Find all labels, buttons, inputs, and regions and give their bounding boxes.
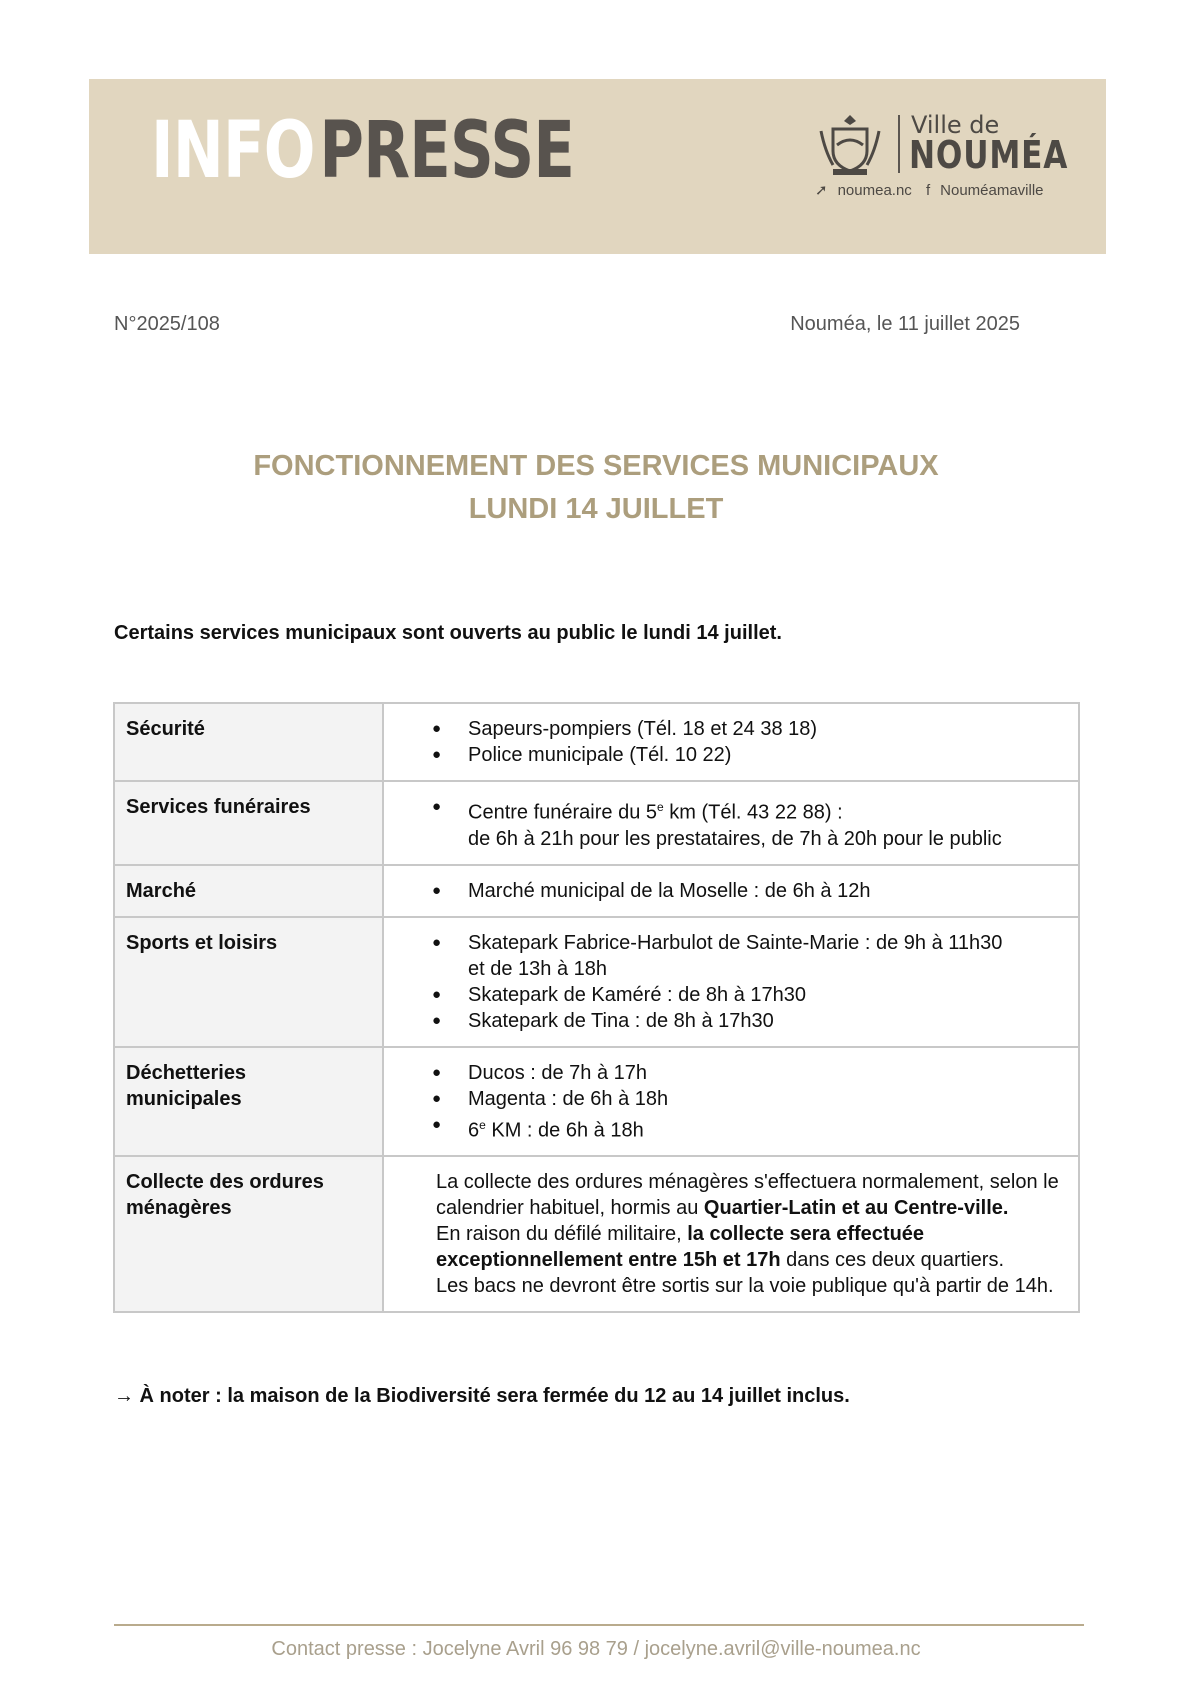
category-collecte: Collecte des ordures ménagères	[114, 1156, 383, 1312]
infopresse-logo	[151, 106, 575, 196]
table-row	[114, 1156, 1079, 1312]
press-release-number: N°2025/108	[114, 313, 220, 335]
category-marche: Marché	[114, 865, 383, 917]
list-item: ● Skatepark de Kaméré : de 8h à 17h30	[398, 982, 1066, 1008]
category-securite: Sécurité	[114, 703, 383, 781]
details-funeraires	[383, 781, 1079, 865]
logo-noumea: NOUMÉA	[909, 133, 1069, 177]
logo-separator	[898, 115, 900, 173]
footer-divider	[114, 1624, 1084, 1626]
details-sports	[383, 917, 1079, 1047]
list-item: ● Skatepark de Tina : de 8h à 17h30	[398, 1008, 1066, 1034]
category-dechetteries: Déchetteries municipales	[114, 1047, 383, 1157]
coat-of-arms-icon	[815, 111, 885, 179]
category-funeraires: Services funéraires	[114, 781, 383, 865]
footer-contact: Contact presse : Jocelyne Avril 96 98 79 / jocelyne.avril@ville-noumea.nc	[271, 1638, 921, 1660]
details-marche	[383, 865, 1079, 917]
services-table	[113, 702, 1080, 1313]
page-subtitle: LUNDI 14 JUILLET	[468, 493, 724, 525]
ville-noumea-logo	[815, 109, 1069, 199]
table-row	[114, 781, 1079, 865]
list-item: ● Skatepark Fabrice-Harbulot de Sainte-Marie : de 9h à 11h30 et de 13h à 18h	[398, 930, 1066, 982]
facebook-icon: f	[925, 182, 931, 199]
list-item: ● Magenta : de 6h à 18h	[398, 1086, 1066, 1112]
page-title: FONCTIONNEMENT DES SERVICES MUNICIPAUX	[253, 450, 939, 482]
list-item: ● Sapeurs-pompiers (Tél. 18 et 24 38 18)	[398, 716, 1066, 742]
social-link[interactable]: Nouméamaville	[940, 182, 1044, 199]
list-item: ● Police municipale (Tél. 10 22)	[398, 742, 1066, 768]
collecte-paragraph: La collecte des ordures ménagères s'effectuera normalement, selon le calendrier habituel, hormis au Quartier-Latin et au Centre-ville. En raison du défilé militaire, la collecte sera effectuée exceptionnellement entre 15h et 17h dans ces deux quartiers. Les bacs ne devront être sortis sur la voie publique qu'à partir de 14h.	[436, 1171, 1059, 1298]
press-release-date: Nouméa, le 11 juillet 2025	[790, 313, 1020, 335]
category-sports: Sports et loisirs	[114, 917, 383, 1047]
logo-links	[815, 181, 1054, 199]
details-securite	[383, 703, 1079, 781]
list-item: ● Marché municipal de la Moselle : de 6h à 12h	[398, 878, 1066, 904]
table-row	[114, 703, 1079, 781]
web-arrow-icon: ➚	[815, 182, 828, 199]
list-item: ● 6e KM : de 6h à 18h	[398, 1112, 1066, 1144]
details-collecte	[383, 1156, 1079, 1312]
note-text: → À noter : la maison de la Biodiversité sera fermée du 12 au 14 juillet inclus.	[114, 1385, 850, 1407]
header-banner	[89, 79, 1106, 254]
intro-text: Certains services municipaux sont ouverts au public le lundi 14 juillet.	[114, 622, 782, 644]
table-row	[114, 865, 1079, 917]
list-item: ● Ducos : de 7h à 17h	[398, 1060, 1066, 1086]
details-dechetteries	[383, 1047, 1079, 1157]
table-row	[114, 1047, 1079, 1157]
list-item: ● Centre funéraire du 5e km (Tél. 43 22 88) : de 6h à 21h pour les prestataires, de 7h à 20h pour le public	[398, 794, 1066, 852]
brand-info: INFO	[151, 106, 315, 196]
table-row	[114, 917, 1079, 1047]
brand-presse: PRESSE	[319, 106, 575, 196]
logo-ville-de: Ville de	[911, 111, 1000, 139]
web-link[interactable]: noumea.nc	[837, 182, 912, 199]
